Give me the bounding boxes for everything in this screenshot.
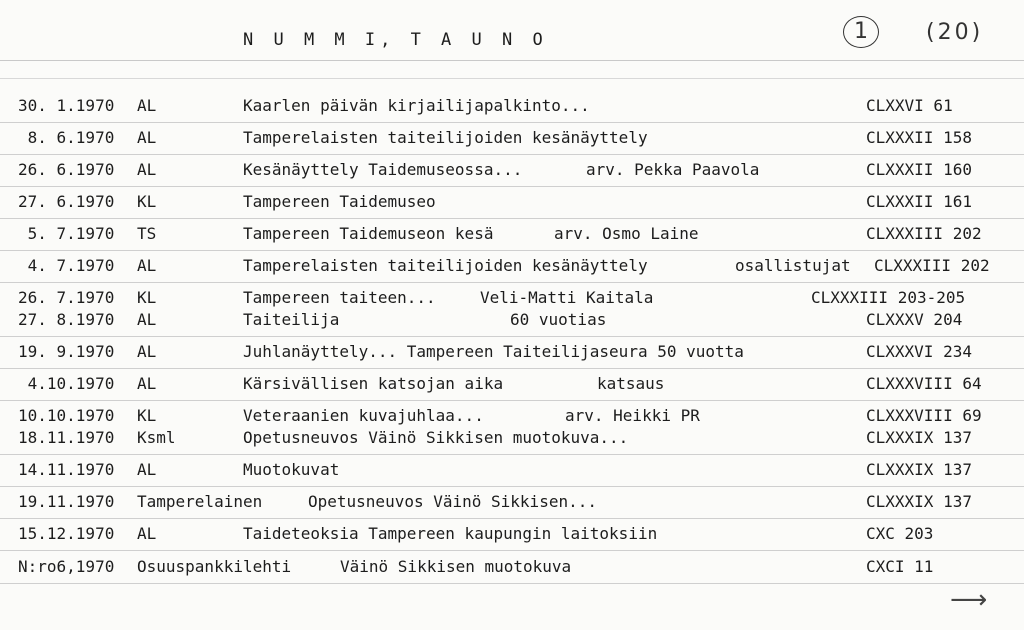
entry-note: arv. Osmo Laine — [554, 224, 699, 243]
table-row — [0, 309, 1024, 331]
table-row — [0, 341, 1024, 363]
entry-reference: CLXXXIII 202 — [874, 256, 990, 275]
card-title: N U M M I, T A U N O — [243, 30, 548, 50]
entry-date: 18.11.1970 — [18, 428, 115, 447]
entry-reference: CLXXXII 161 — [866, 192, 972, 211]
entry-date: 19. 9.1970 — [18, 342, 115, 361]
entry-source: AL — [137, 160, 157, 179]
table-row — [0, 523, 1024, 545]
entry-title: Kärsivällisen katsojan aika — [243, 374, 504, 393]
table-row — [0, 287, 1024, 309]
entry-source: Ksml — [137, 428, 176, 447]
entry-title: Taideteoksia Tampereen kaupungin laitoksiin — [243, 524, 658, 543]
entry-title: Tamperelaisten taiteilijoiden kesänäyttely — [243, 256, 648, 275]
entry-source: AL — [137, 96, 157, 115]
table-row — [0, 159, 1024, 181]
entry-title: Väinö Sikkisen muotokuva — [340, 557, 572, 576]
entry-date: 26. 6.1970 — [18, 160, 115, 179]
entry-source: AL — [137, 524, 157, 543]
entry-note: Veli-Matti Kaitala — [480, 288, 654, 307]
entry-source: KL — [137, 288, 157, 307]
entry-date: 15.12.1970 — [18, 524, 115, 543]
entry-title: Tampereen taiteen... — [243, 288, 436, 307]
entry-reference: CXC 203 — [866, 524, 934, 543]
entry-title: Opetusneuvos Väinö Sikkisen... — [308, 492, 597, 511]
arrow-right-icon: ⟶ — [950, 585, 988, 615]
table-row — [0, 223, 1024, 245]
table-row — [0, 255, 1024, 277]
entry-note: arv. Heikki PR — [565, 406, 700, 425]
card-number: 1 — [843, 16, 879, 48]
header-rule — [0, 60, 1024, 61]
entry-date: 27. 6.1970 — [18, 192, 115, 211]
entry-title: Juhlanäyttely... Tampereen Taiteilijaseura 50 vuotta — [243, 342, 744, 361]
entry-reference: CLXXXIII 203-205 — [811, 288, 966, 307]
entry-reference: CLXXXVIII 69 — [866, 406, 982, 425]
entry-reference: CLXXXII 158 — [866, 128, 972, 147]
table-row — [0, 427, 1024, 449]
entry-reference: CLXXXVI 234 — [866, 342, 972, 361]
entry-date: 19.11.1970 — [18, 492, 115, 511]
entry-title: Tampereen Taidemuseo — [243, 192, 436, 211]
entry-source: AL — [137, 460, 157, 479]
table-row — [0, 459, 1024, 481]
entry-source: Tamperelainen — [137, 492, 263, 511]
table-row — [0, 491, 1024, 513]
card-total: (20) — [926, 20, 984, 45]
entry-reference: CLXXXVIII 64 — [866, 374, 982, 393]
entry-source: AL — [137, 128, 157, 147]
entry-reference: CLXXXIX 137 — [866, 492, 972, 511]
entry-title: Tampereen Taidemuseon kesä — [243, 224, 494, 243]
table-row — [0, 127, 1024, 149]
entry-title: Kaarlen päivän kirjailijapalkinto... — [243, 96, 590, 115]
entry-note: 60 vuotias — [510, 310, 607, 329]
entry-date: 27. 8.1970 — [18, 310, 115, 329]
entry-source: KL — [137, 192, 157, 211]
entry-reference: CLXXXIII 202 — [866, 224, 982, 243]
entry-source: AL — [137, 374, 157, 393]
table-row — [0, 556, 1024, 578]
entry-source: AL — [137, 256, 157, 275]
entry-title: Taiteilija — [243, 310, 340, 329]
entry-date: N:ro6,1970 — [18, 557, 115, 576]
entry-title: Veteraanien kuvajuhlaa... — [243, 406, 484, 425]
entry-title: Kesänäyttely Taidemuseossa... — [243, 160, 523, 179]
entry-date: 8. 6.1970 — [18, 128, 115, 147]
entry-reference: CLXXVI 61 — [866, 96, 953, 115]
entry-note: katsaus — [597, 374, 665, 393]
entry-note: arv. Pekka Paavola — [586, 160, 760, 179]
entry-date: 14.11.1970 — [18, 460, 115, 479]
table-row — [0, 405, 1024, 427]
entry-reference: CLXXXV 204 — [866, 310, 963, 329]
entry-title: Muotokuvat — [243, 460, 340, 479]
table-row — [0, 191, 1024, 213]
entry-source: KL — [137, 406, 157, 425]
entry-source: AL — [137, 310, 157, 329]
entry-date: 26. 7.1970 — [18, 288, 115, 307]
entry-source: TS — [137, 224, 157, 243]
entry-reference: CXCI 11 — [866, 557, 934, 576]
entry-title: Tamperelaisten taiteilijoiden kesänäyttely — [243, 128, 648, 147]
entry-date: 4. 7.1970 — [18, 256, 115, 275]
entry-reference: CLXXXII 160 — [866, 160, 972, 179]
entry-date: 30. 1.1970 — [18, 96, 115, 115]
entry-reference: CLXXXIX 137 — [866, 428, 972, 447]
entry-date: 4.10.1970 — [18, 374, 115, 393]
header-rule-secondary — [0, 78, 1024, 79]
entry-source: Osuuspankkilehti — [137, 557, 292, 576]
table-row — [0, 95, 1024, 117]
entry-date: 10.10.1970 — [18, 406, 115, 425]
entry-date: 5. 7.1970 — [18, 224, 115, 243]
entry-reference: CLXXXIX 137 — [866, 460, 972, 479]
entry-note: osallistujat — [735, 256, 851, 275]
table-row — [0, 373, 1024, 395]
entry-title: Opetusneuvos Väinö Sikkisen muotokuva... — [243, 428, 629, 447]
entry-source: AL — [137, 342, 157, 361]
